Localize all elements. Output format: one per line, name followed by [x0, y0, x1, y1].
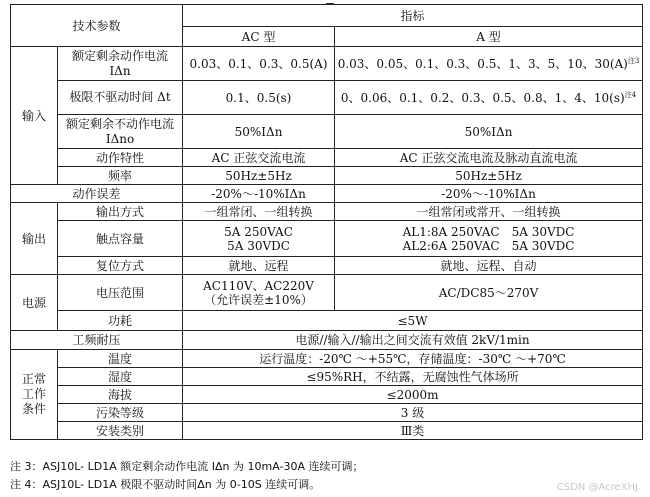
table-row — [11, 47, 643, 81]
param-header: 技术参数 — [11, 5, 183, 47]
ac-value: 就地、远程 — [183, 257, 335, 275]
a-value-text: 0、0.06、0.1、0.2、0.3、0.5、0.8、1、4、10(s) — [340, 90, 625, 105]
spec-table — [10, 4, 643, 440]
row-label: 温度 — [58, 350, 183, 368]
merged-value: 电源//输入//输出之间交流有效值 2kV/1min — [183, 331, 643, 350]
footnote-3: 注 3：ASJ10L- LD1A 额定剩余动作电流 IΔn 为 10mA-30A 连续可调； — [10, 460, 364, 473]
row-label: 安装类别 — [58, 422, 183, 440]
row-label: 触点容量 — [58, 221, 183, 257]
footnote-4: 注 4：ASJ10L- LD1A 极限不驱动时间Δn 为 0-10S 连续可调。 — [10, 478, 321, 491]
table-row — [11, 404, 643, 422]
merged-value: Ⅲ类 — [183, 422, 643, 440]
table-row — [11, 221, 643, 257]
table-row — [11, 185, 643, 203]
row-label: 功耗 — [58, 311, 183, 331]
group-output: 输出 — [11, 203, 58, 275]
ac-value: 0.03、0.1、0.3、0.5(A) — [183, 47, 335, 81]
group-normal: 正常工作条件 — [11, 350, 58, 440]
table-row — [11, 368, 643, 386]
spec-header: 指标 — [183, 5, 643, 27]
table-row — [11, 167, 643, 185]
ac-value — [183, 275, 335, 311]
group-input: 输入 — [11, 47, 58, 185]
ac-type-header: AC 型 — [183, 27, 335, 47]
table-row — [11, 81, 643, 115]
a-value-text: 0.03、0.05、0.1、0.3、0.5、1、3、5、10、30(A) — [337, 56, 628, 71]
ac-value: -20%～-10%IΔn — [183, 185, 335, 203]
group-power: 电源 — [11, 275, 58, 331]
row-label: 极限不驱动时间 Δt — [58, 81, 183, 115]
footnote-ref: 注3 — [627, 56, 640, 65]
ac-value-line: 5A 30VDC — [227, 238, 290, 253]
a-value: AC/DC85～270V — [335, 275, 643, 311]
a-value: 50%IΔn — [335, 115, 643, 149]
merged-value: ≤2000m — [183, 386, 643, 404]
ac-value-line: AC110V、AC220V — [203, 278, 314, 293]
a-value-line: AL1:8A 250VAC 5A 30VDC — [402, 224, 575, 239]
footnote-ref: 注4 — [624, 90, 637, 99]
table-row — [11, 422, 643, 440]
row-label: 频率 — [58, 167, 183, 185]
merged-value: ≤95%RH，不结露，无腐蚀性气体场所 — [183, 368, 643, 386]
a-value: AC 正弦交流电流及脉动直流电流 — [335, 149, 643, 167]
footnotes — [10, 458, 640, 494]
merged-value: 3 级 — [183, 404, 643, 422]
a-type-header: A 型 — [335, 27, 643, 47]
a-value-line: AL2:6A 250VAC 5A 30VDC — [402, 238, 575, 253]
a-value: -20%～-10%IΔn — [335, 185, 643, 203]
row-label: 海拔 — [58, 386, 183, 404]
merged-value: ≤5W — [183, 311, 643, 331]
row-label: 湿度 — [58, 368, 183, 386]
ac-value: AC 正弦交流电流 — [183, 149, 335, 167]
ac-value: 0.1、0.5(s) — [183, 81, 335, 115]
row-label: 污染等级 — [58, 404, 183, 422]
table-row — [11, 350, 643, 368]
ac-value-line: 5A 250VAC — [224, 224, 293, 239]
row-label: 动作特性 — [58, 149, 183, 167]
table-header-row — [11, 5, 643, 27]
row-label: 复位方式 — [58, 257, 183, 275]
table-row — [11, 275, 643, 311]
table-row — [11, 331, 643, 350]
row-label: 输出方式 — [58, 203, 183, 221]
a-value: 50Hz±5Hz — [335, 167, 643, 185]
table-row — [11, 115, 643, 149]
table-row — [11, 311, 643, 331]
row-label: 电压范围 — [58, 275, 183, 311]
a-value — [335, 81, 643, 115]
table-row — [11, 203, 643, 221]
table-row — [11, 257, 643, 275]
ac-value: 50Hz±5Hz — [183, 167, 335, 185]
ac-value: 50%IΔn — [183, 115, 335, 149]
table-row — [11, 149, 643, 167]
ac-value-line: （允许误差±10%） — [204, 292, 313, 307]
row-label: 额定剩余不动作电流 IΔno — [58, 115, 183, 149]
a-value — [335, 47, 643, 81]
merged-value: 运行温度：-20℃ ～+55℃，存储温度：-30℃ ～+70℃ — [183, 350, 643, 368]
watermark: CSDN @AcreXHJ — [556, 482, 638, 493]
a-value — [335, 221, 643, 257]
table-row — [11, 386, 643, 404]
row-label: 额定剩余动作电流 IΔn — [58, 47, 183, 81]
row-label: 动作误差 — [11, 185, 183, 203]
ac-value: 一组常闭、一组转换 — [183, 203, 335, 221]
a-value: 一组常闭或常开、一组转换 — [335, 203, 643, 221]
ac-value — [183, 221, 335, 257]
a-value: 就地、远程、自动 — [335, 257, 643, 275]
row-label: 工频耐压 — [11, 331, 183, 350]
